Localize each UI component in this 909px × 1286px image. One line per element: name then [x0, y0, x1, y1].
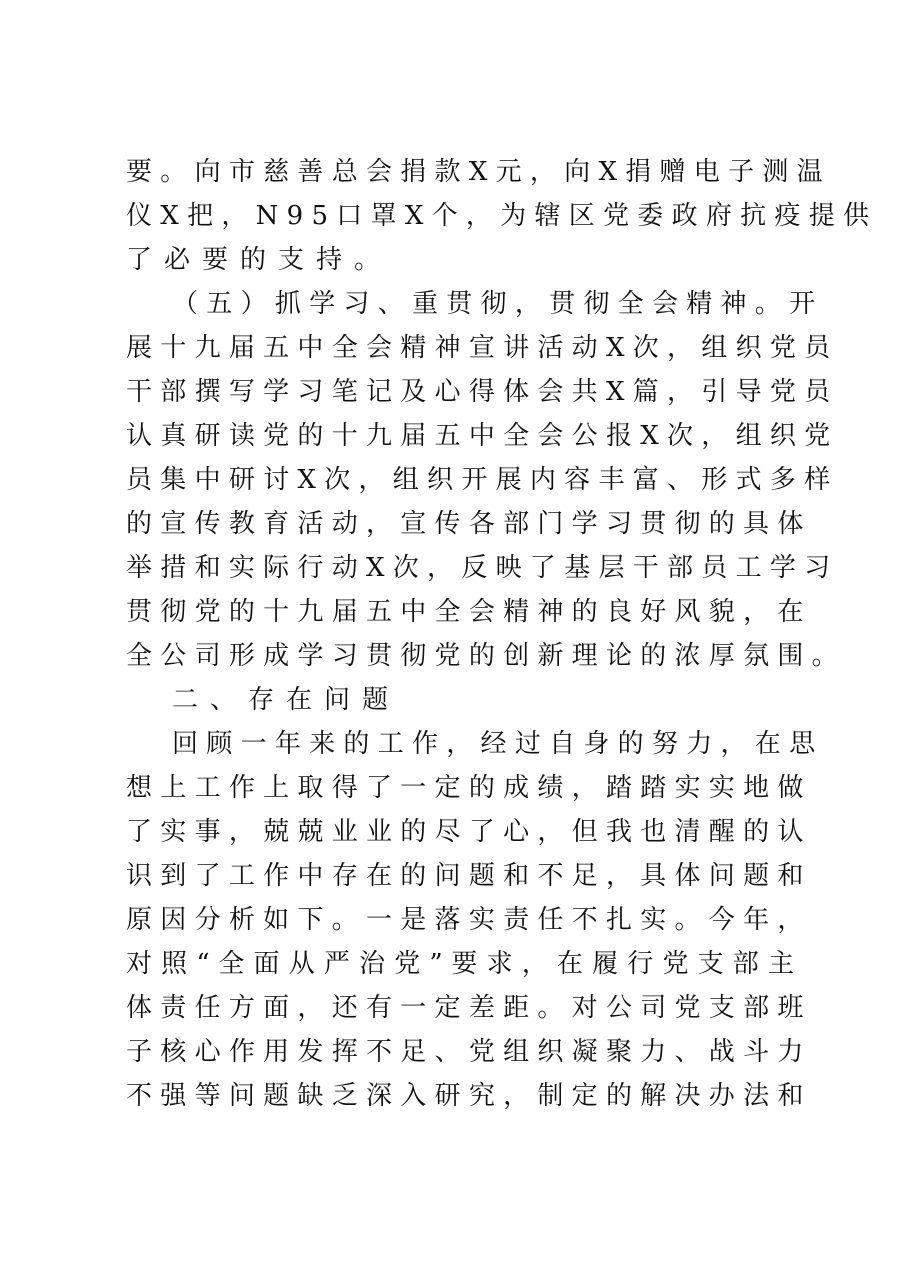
text-line: 原 因 分 析 如 下 。 一 是 落 实 责 任 不 扎 实 。 今 年 ，	[126, 905, 804, 935]
text-line: 识 到 了 工 作 中 存 在 的 问 题 和 不 足 ， 具 体 问 题 和	[126, 861, 804, 891]
text-line: 了必要的支持。	[126, 245, 393, 275]
text-line: 仪 X 把 ， N 9 5 口 罩 X 个 ， 为 辖 区 党 委 政 府 抗 疫 提 供	[126, 201, 869, 231]
text-line: 干 部 撰 写 学 习 笔 记 及 心 得 体 会 共 X 篇 ， 引 导 党 员	[126, 377, 831, 407]
text-line: 贯 彻 党 的 十 九 届 五 中 全 会 精 神 的 良 好 风 貌 ， 在	[126, 597, 804, 627]
text-line: 展 十 九 届 五 中 全 会 精 神 宣 讲 活 动 X 次 ， 组 织 党 员	[126, 333, 831, 363]
text-line: 举 措 和 实 际 行 动 X 次 ， 反 映 了 基 层 干 部 员 工 学 习	[126, 553, 831, 583]
text-line: 体 责 任 方 面 ， 还 有 一 定 差 距 。 对 公 司 党 支 部 班	[126, 993, 804, 1023]
text-line: 想 上 工 作 上 取 得 了 一 定 的 成 绩 ， 踏 踏 实 实 地 做	[126, 773, 804, 803]
text-line: 了 实 事 ， 兢 兢 业 业 的 尽 了 心 ， 但 我 也 清 醒 的 认	[126, 817, 804, 847]
section-heading: 二、存在问题	[172, 685, 401, 715]
body-text	[126, 150, 869, 1118]
text-line: 不 强 等 问 题 缺 乏 深 入 研 究 ， 制 定 的 解 决 办 法 和	[126, 1081, 804, 1111]
text-line: 全 公 司 形 成 学 习 贯 彻 党 的 创 新 理 论 的 浓 厚 氛 围 。	[126, 641, 838, 671]
text-line: 认 真 研 读 党 的 十 九 届 五 中 全 会 公 报 X 次 ， 组 织 党	[126, 421, 831, 451]
text-line: （ 五 ） 抓 学 习 、 重 贯 彻 ， 贯 彻 全 会 精 神 。 开	[172, 289, 816, 319]
text-line: 员 集 中 研 讨 X 次 ， 组 织 开 展 内 容 丰 富 、 形 式 多 样	[126, 465, 831, 495]
text-line: 要 。 向 市 慈 善 总 会 捐 款 X 元 ， 向 X 捐 赠 电 子 测 温	[126, 157, 823, 187]
text-line: 子 核 心 作 用 发 挥 不 足 、 党 组 织 凝 聚 力 、 战 斗 力	[126, 1037, 804, 1067]
text-line: 对 照 “ 全 面 从 严 治 党 ” 要 求 ， 在 履 行 党 支 部 主	[126, 949, 794, 979]
text-line: 的 宣 传 教 育 活 动 ， 宣 传 各 部 门 学 习 贯 彻 的 具 体	[126, 509, 804, 539]
text-line: 回 顾 一 年 来 的 工 作 ， 经 过 自 身 的 努 力 ， 在 思	[172, 729, 816, 759]
